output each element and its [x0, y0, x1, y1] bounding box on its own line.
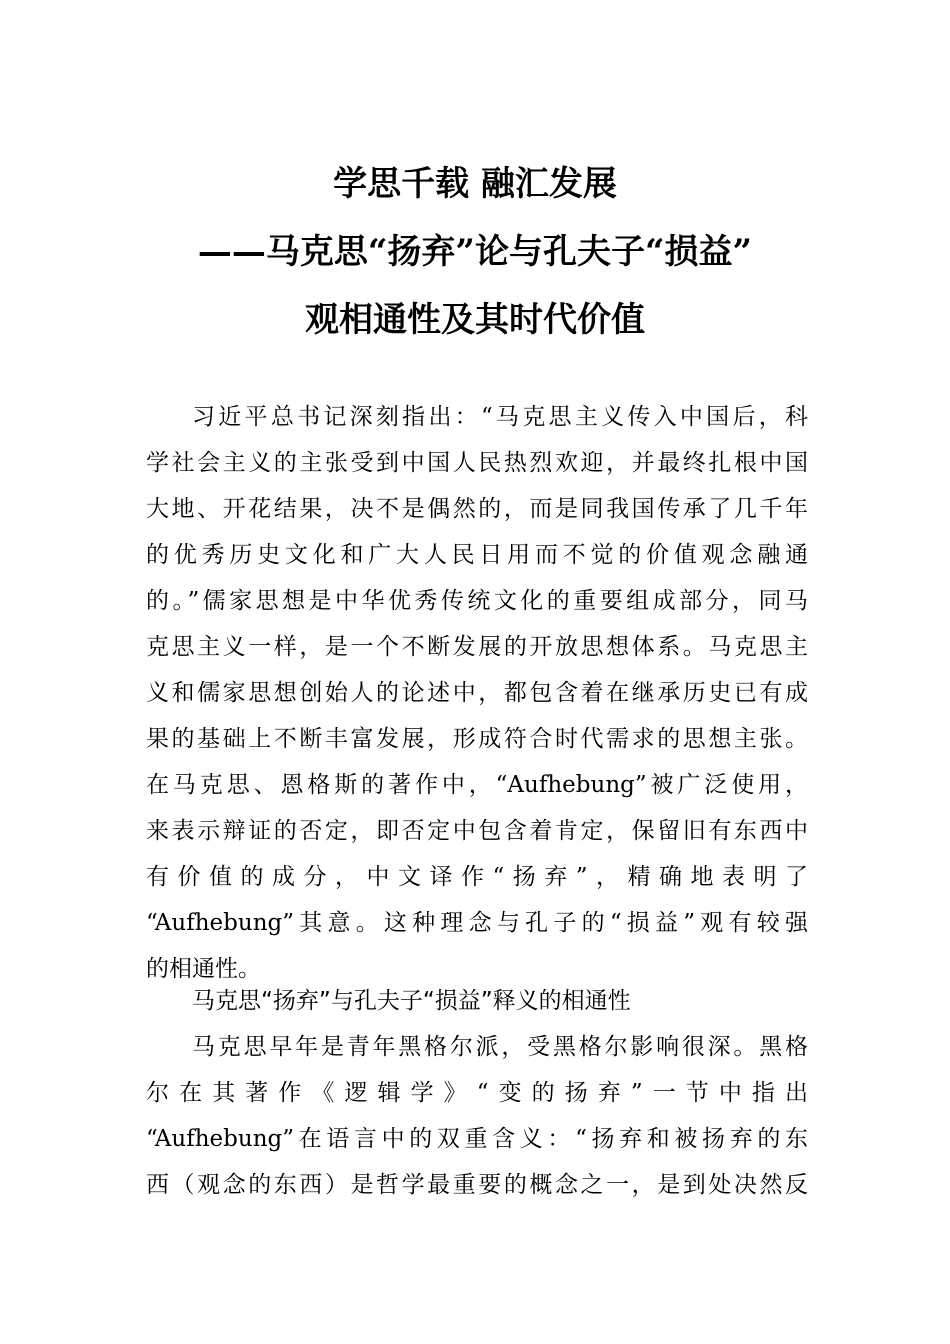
paragraph-line: 的相通性。: [146, 956, 261, 982]
title-line-3: 观相通性及其时代价值: [305, 300, 645, 340]
paragraph-line: 西（观念的东西）是哲学最重要的概念之一，是到处决然反: [146, 1172, 808, 1198]
paragraph-line: “Aufhebung”在语言中的双重含义：“扬弃和被扬弃的东: [146, 1126, 808, 1152]
section-heading: 马克思“扬弃”与孔夫子“损益”释义的相通性: [192, 988, 631, 1014]
paragraph-line: 克思主义一样，是一个不断发展的开放思想体系。马克思主: [146, 634, 808, 660]
paragraph-line: 有价值的成分，中文译作“扬弃”，精确地表明了: [146, 864, 808, 890]
paragraph-line: 大地、开花结果，决不是偶然的，而是同我国传承了几千年: [146, 496, 808, 522]
paragraph-line: “Aufhebung”其意。这种理念与孔子的“损益”观有较强: [146, 910, 808, 936]
paragraph-1: [146, 394, 808, 992]
paragraph-line: 来表示辩证的否定，即否定中包含着肯定，保留旧有东西中: [146, 818, 808, 844]
paragraph-line: 学社会主义的主张受到中国人民热烈欢迎，并最终扎根中国: [146, 450, 808, 476]
paragraph-2: [146, 1024, 808, 1208]
paragraph-line: 马克思早年是青年黑格尔派，受黑格尔影响很深。黑格: [192, 1034, 808, 1060]
title-line-2: ——马克思“扬弃”论与孔夫子“损益”: [197, 232, 753, 272]
title-line-1: 学思千载 融汇发展: [333, 164, 617, 204]
paragraph-line: 尔在其著作《逻辑学》“变的扬弃”一节中指出: [146, 1080, 808, 1106]
paragraph-line: 果的基础上不断丰富发展，形成符合时代需求的思想主张。: [146, 726, 808, 752]
paragraph-line: 义和儒家思想创始人的论述中，都包含着在继承历史已有成: [146, 680, 808, 706]
paragraph-line: 习近平总书记深刻指出：“马克思主义传入中国后，科: [192, 404, 808, 430]
paragraph-line: 的。”儒家思想是中华优秀传统文化的重要组成部分，同马: [146, 588, 808, 614]
paragraph-line: 的优秀历史文化和广大人民日用而不觉的价值观念融通: [146, 542, 808, 568]
paragraph-line: 在马克思、恩格斯的著作中，“Aufhebung”被广泛使用，: [146, 772, 808, 798]
